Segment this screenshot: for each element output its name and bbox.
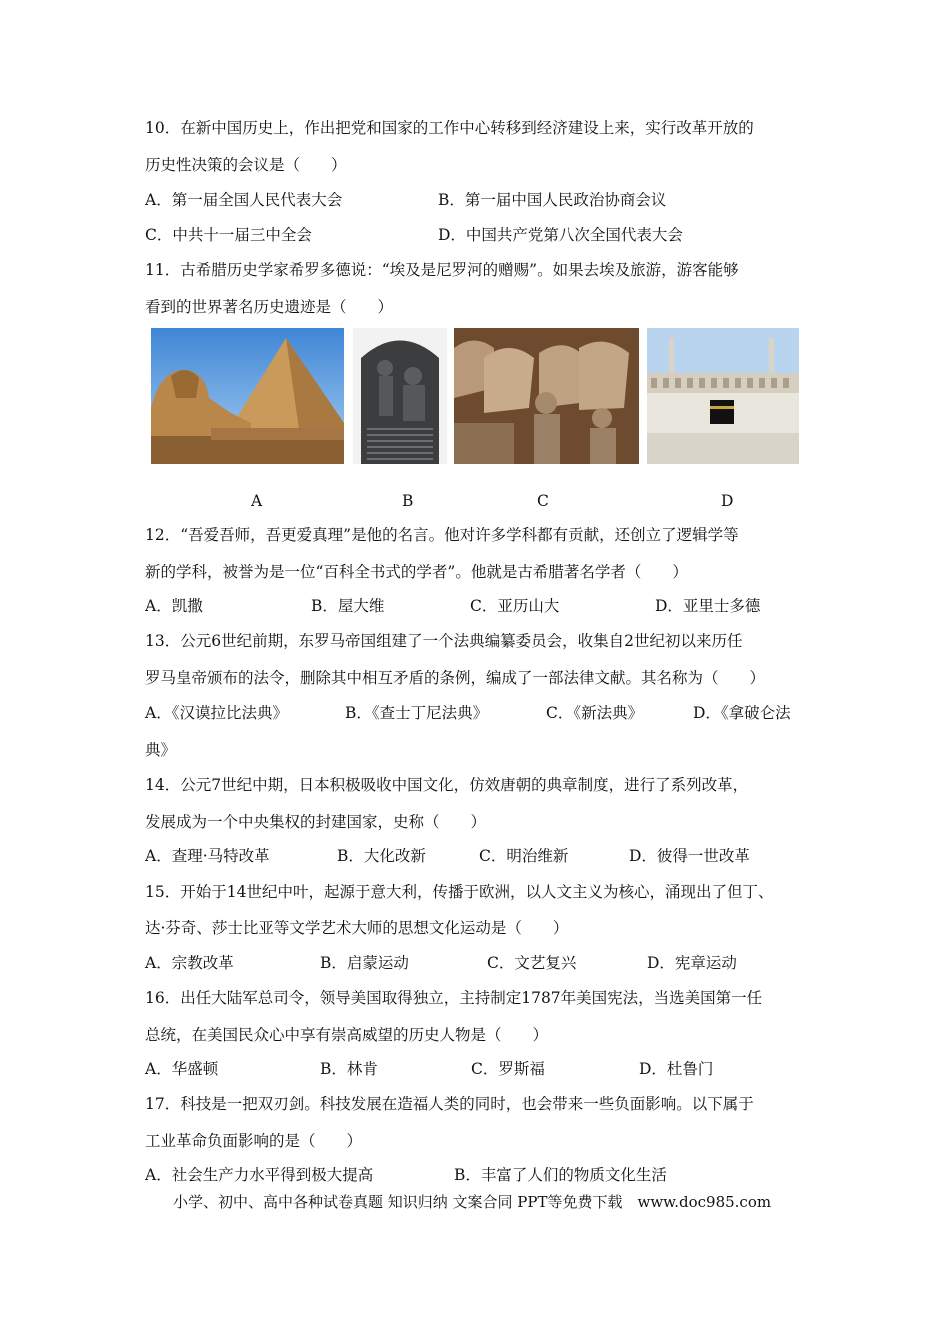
q10-stem-line2: 历史性决策的会议是（ ）	[145, 156, 347, 174]
q14-option-a: A．查理·马特改革	[145, 847, 270, 865]
q12-stem-line2: 新的学科，被誉为是一位“百科全书式的学者”。他就是古希腊著名学者（ ）	[145, 563, 688, 581]
q15-stem-line1: 15．开始于14世纪中叶，起源于意大利，传播于欧洲，以人文主义为核心，涌现出了但丁、	[145, 883, 774, 901]
q15-stem-line2: 达·芬奇、莎士比亚等文学艺术大师的思想文化运动是（ ）	[145, 919, 569, 937]
q17-stem-line1: 17．科技是一把双刃剑。科技发展在造福人类的同时，也会带来一些负面影响。以下属于	[145, 1095, 754, 1113]
mecca-kaaba-image	[647, 328, 799, 464]
q15-option-c: C．文艺复兴	[487, 954, 577, 972]
hammurabi-stele-image	[353, 328, 447, 464]
q13-option-b: B．《查士丁尼法典》	[345, 704, 489, 722]
q11-label-a: A	[251, 492, 263, 510]
q11-label-b: B	[402, 492, 414, 510]
q11-stem-line1: 11．古希腊历史学家希罗多德说：“埃及是尼罗河的赠赐”。如果去埃及旅游，游客能够	[145, 261, 739, 279]
q16-option-c: C．罗斯福	[471, 1060, 545, 1078]
q10-option-a: A．第一届全国人民代表大会	[145, 191, 343, 209]
q10-option-d: D．中国共产党第八次全国代表大会	[438, 226, 683, 244]
q17-option-a: A．社会生产力水平得到极大提高	[145, 1166, 374, 1184]
q15-option-b: B．启蒙运动	[320, 954, 409, 972]
q12-option-c: C．亚历山大	[470, 597, 560, 615]
q11-label-c: C	[537, 492, 549, 510]
q13-stem-line2: 罗马皇帝颁布的法令，删除其中相互矛盾的条例，编成了一部法律文献。其名称为（ ）	[145, 669, 766, 687]
q13-option-a: A．《汉谟拉比法典》	[145, 704, 288, 722]
q14-option-d: D．彼得一世改革	[629, 847, 750, 865]
q16-option-b: B．林肯	[320, 1060, 378, 1078]
page-footer: 小学、初中、高中各种试卷真题 知识归纳 文案合同 PPT等免费下载 www.doc985.com	[173, 1193, 772, 1211]
pyramid-sphinx-image	[151, 328, 344, 464]
q15-option-a: A．宗教改革	[145, 954, 234, 972]
q10-option-b: B．第一届中国人民政治协商会议	[438, 191, 667, 209]
q12-option-a: A．凯撒	[145, 597, 203, 615]
q14-option-c: C．明治维新	[479, 847, 569, 865]
q14-option-b: B．大化改新	[337, 847, 426, 865]
q13-option-c: C．《新法典》	[546, 704, 644, 722]
q15-option-d: D．宪章运动	[647, 954, 737, 972]
q16-option-d: D．杜鲁门	[639, 1060, 714, 1078]
q16-option-a: A．华盛顿	[145, 1060, 219, 1078]
q17-option-b: B．丰富了人们的物质文化生活	[454, 1166, 667, 1184]
q13-option-d: D．《拿破仑法	[693, 704, 791, 722]
q16-stem-line2: 总统，在美国民众心中享有崇高威望的历史人物是（ ）	[145, 1026, 549, 1044]
q16-stem-line1: 16．出任大陆军总司令，领导美国取得独立，主持制定1787年美国宪法，当选美国第一任	[145, 989, 763, 1007]
q11-stem-line2: 看到的世界著名历史遗迹是（ ）	[145, 298, 394, 316]
terracotta-army-image	[454, 328, 639, 464]
q10-option-c: C．中共十一届三中全会	[145, 226, 312, 244]
q11-label-d: D	[721, 492, 734, 510]
q13-stem-line1: 13．公元6世纪前期，东罗马帝国组建了一个法典编纂委员会，收集自2世纪初以来历任	[145, 632, 743, 650]
q10-stem-line1: 10．在新中国历史上，作出把党和国家的工作中心转移到经济建设上来，实行改革开放的	[145, 119, 754, 137]
q14-stem-line2: 发展成为一个中央集权的封建国家，史称（ ）	[145, 813, 487, 831]
q12-option-d: D．亚里士多德	[655, 597, 761, 615]
q14-stem-line1: 14．公元7世纪中期，日本积极吸收中国文化，仿效唐朝的典章制度，进行了系列改革，	[145, 776, 749, 794]
q13-option-d-continued: 典》	[145, 741, 177, 759]
q12-stem-line1: 12．“吾爱吾师，吾更爱真理”是他的名言。他对许多学科都有贡献，还创立了逻辑学等	[145, 526, 739, 544]
q17-stem-line2: 工业革命负面影响的是（ ）	[145, 1132, 363, 1150]
q12-option-b: B．屋大维	[311, 597, 385, 615]
